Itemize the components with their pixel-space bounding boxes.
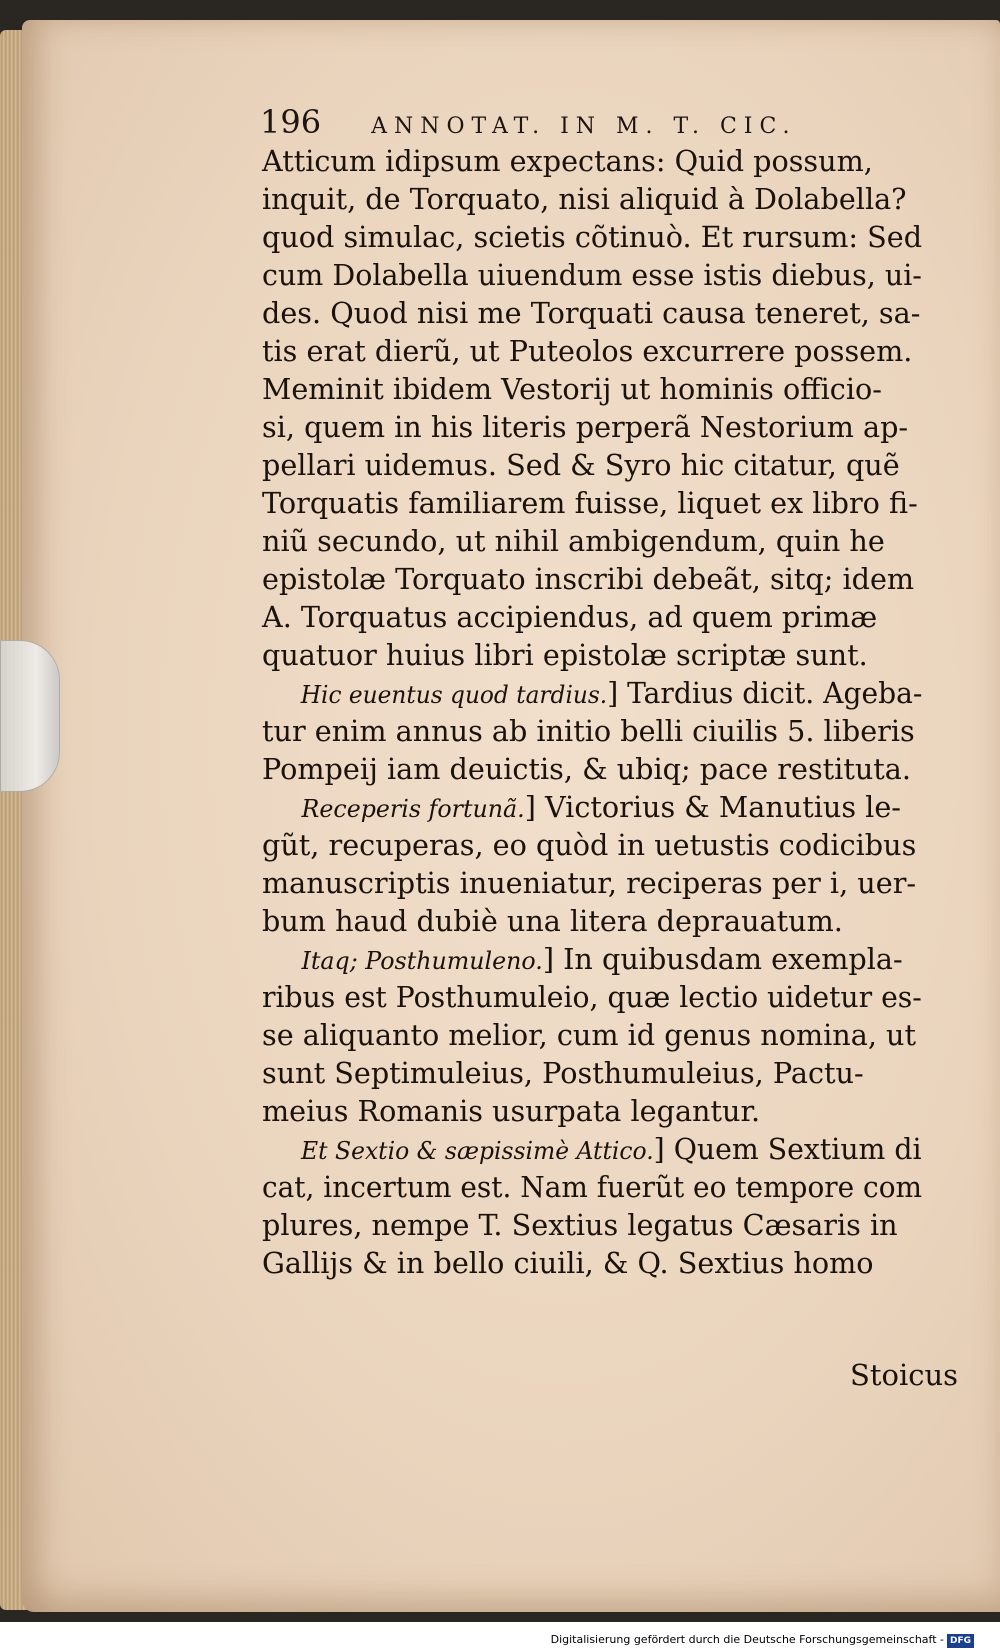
text-line — [262, 1168, 923, 1206]
lemma: Et Sextio & sæpissimè Attico. — [301, 1137, 654, 1165]
line-text: gũt, recuperas, eo quòd in uetustis codicibus — [262, 828, 917, 862]
text-line — [262, 218, 922, 256]
line-text: meius Romanis usurpata legantur. — [262, 1094, 761, 1128]
line-text: A. Torquatus accipiendus, ad quem primæ — [262, 600, 878, 634]
line-text: Atticum idipsum expectans: Quid possum, — [262, 144, 873, 178]
line-text: quatuor huius libri epistolæ scriptæ sunt. — [262, 638, 868, 672]
line-text: si, quem in his literis perperã Nestorium ap- — [262, 410, 909, 444]
text-line — [262, 1206, 922, 1244]
line-text: sunt Septimuleius, Posthumuleius, Pactu- — [262, 1056, 864, 1090]
line-text: ] In quibusdam exempla- — [542, 942, 903, 976]
text-line — [262, 256, 922, 294]
text-line — [262, 750, 922, 788]
page-number: 196 — [260, 103, 322, 141]
text-line — [262, 712, 922, 750]
line-text: Torquatis familiarem fuisse, liquet ex libro fi- — [262, 486, 918, 520]
page-clip — [0, 640, 60, 792]
line-text: pellari uidemus. Sed & Syro hic citatur, quẽ — [262, 448, 900, 482]
line-text: Pompeij iam deuictis, & ubiq; pace restituta. — [262, 752, 912, 786]
text-line — [262, 370, 922, 408]
line-text: des. Quod nisi me Torquati causa teneret, sa- — [262, 296, 921, 330]
line-text: bum haud dubiè una litera deprauatum. — [262, 904, 843, 938]
text-line — [262, 332, 922, 370]
text-line — [262, 902, 922, 940]
catchword: Stoicus — [850, 1358, 959, 1392]
line-text: quod simulac, scietis cõtinuò. Et rursum: Sed — [262, 220, 923, 254]
line-text: Meminit ibidem Vestorij ut hominis officio- — [262, 372, 882, 406]
line-text: ] Tardius dicit. Ageba- — [607, 676, 923, 710]
text-line — [262, 864, 922, 902]
line-text: tis erat dierũ, ut Puteolos excurrere possem. — [262, 334, 913, 368]
digitization-credit — [0, 1630, 1000, 1650]
text-line — [262, 598, 922, 636]
text-line — [262, 1244, 922, 1282]
text-line — [262, 408, 922, 446]
line-text: cum Dolabella uiuendum esse istis diebus, ui- — [262, 258, 922, 292]
line-text: ] Victorius & Manutius le- — [524, 790, 901, 824]
text-line — [262, 788, 922, 826]
text-line — [262, 1054, 922, 1092]
text-line — [262, 636, 922, 674]
line-text: tur enim annus ab initio belli ciuilis 5. liberis — [262, 714, 915, 748]
line-text: Gallijs & in bello ciuili, & Q. Sextius homo — [262, 1246, 874, 1280]
lemma: Receperis fortunã. — [301, 795, 525, 823]
lemma: Itaq; Posthumuleno. — [301, 947, 543, 975]
text-line — [262, 522, 922, 560]
text-line — [262, 142, 922, 180]
line-text: manuscriptis inueniatur, reciperas per i, uer- — [262, 866, 917, 900]
text-line — [262, 484, 922, 522]
text-line — [262, 674, 923, 712]
running-head-title: ANNOTAT. IN M. T. CIC. — [371, 114, 797, 139]
line-text: cat, incertum est. Nam fuerũt eo tempore com — [262, 1170, 923, 1204]
line-text: ribus est Posthumuleio, quæ lectio uidetur es- — [262, 980, 922, 1014]
line-text: niũ secundo, ut nihil ambigendum, quin he — [262, 524, 885, 558]
text-line — [262, 978, 922, 1016]
line-text: epistolæ Torquato inscribi debeãt, sitq; idem — [262, 562, 915, 596]
text-line — [262, 180, 922, 218]
line-text: se aliquanto melior, cum id genus nomina, ut — [262, 1018, 917, 1052]
text-line — [262, 560, 922, 598]
body-text — [262, 142, 930, 1282]
lemma: Hic euentus quod tardius. — [300, 681, 608, 709]
text-line — [262, 1092, 922, 1130]
running-head — [260, 103, 900, 141]
text-line — [262, 294, 922, 332]
text-line — [262, 940, 922, 978]
credit-text: Digitalisierung gefördert durch die Deutsche Forschungsgemeinschaft - — [550, 1633, 944, 1646]
text-line — [262, 1016, 922, 1054]
text-line — [262, 446, 922, 484]
text-line — [262, 826, 922, 864]
line-text: inquit, de Torquato, nisi aliquid à Dolabella? — [262, 182, 907, 216]
text-line — [262, 1130, 922, 1168]
line-text: ] Quem Sextium di — [653, 1132, 922, 1166]
line-text: plures, nempe T. Sextius legatus Cæsaris in — [262, 1208, 898, 1242]
dfg-logo: DFG — [947, 1634, 974, 1648]
